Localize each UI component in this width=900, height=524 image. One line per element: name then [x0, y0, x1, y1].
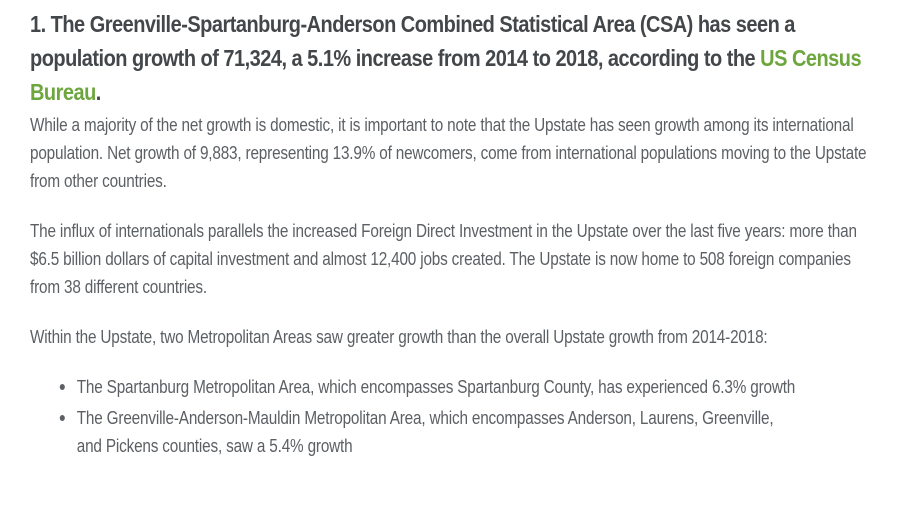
paragraph-international-growth: While a majority of the net growth is domestic, it is important to note that the Upstate has seen growth among its international population. Net growth of 9,883, representing 13.9% of newcomers, come from international populations moving to the Upstate from other countries. [30, 115, 867, 191]
paragraph-foreign-investment: The influx of internationals parallels the increased Foreign Direct Investment in the Upstate over the last five years: more than $6.5 billion dollars of capital investment and almost 12,400 jobs created. The Upstate is now home to 508 foreign companies from 38 different countries. [30, 221, 857, 297]
paragraph-metro-areas-intro: Within the Upstate, two Metropolitan Areas saw greater growth than the overall Upstate growth from 2014-2018: [30, 327, 768, 347]
bullet-list [30, 373, 875, 460]
us-census-bureau-link[interactable]: US Census Bureau [30, 45, 862, 105]
list-item-spartanburg: The Spartanburg Metropolitan Area, which encompasses Spartanburg County, has experienced 6.3% growth [77, 373, 800, 401]
section-heading-text: 1. The Greenville-Spartanburg-Anderson Combined Statistical Area (CSA) has seen a population growth of 71,324, a 5.1% increase from 2014 to 2018, according to the [30, 11, 795, 71]
section-heading [30, 7, 875, 109]
list-item-greenville-anderson-mauldin: The Greenville-Anderson-Mauldin Metropolitan Area, which encompasses Anderson, Laurens, Greenville, and Pickens counties, saw a 5.4% growth [77, 404, 800, 460]
section-heading-period: . [95, 79, 101, 105]
article [30, 0, 875, 463]
